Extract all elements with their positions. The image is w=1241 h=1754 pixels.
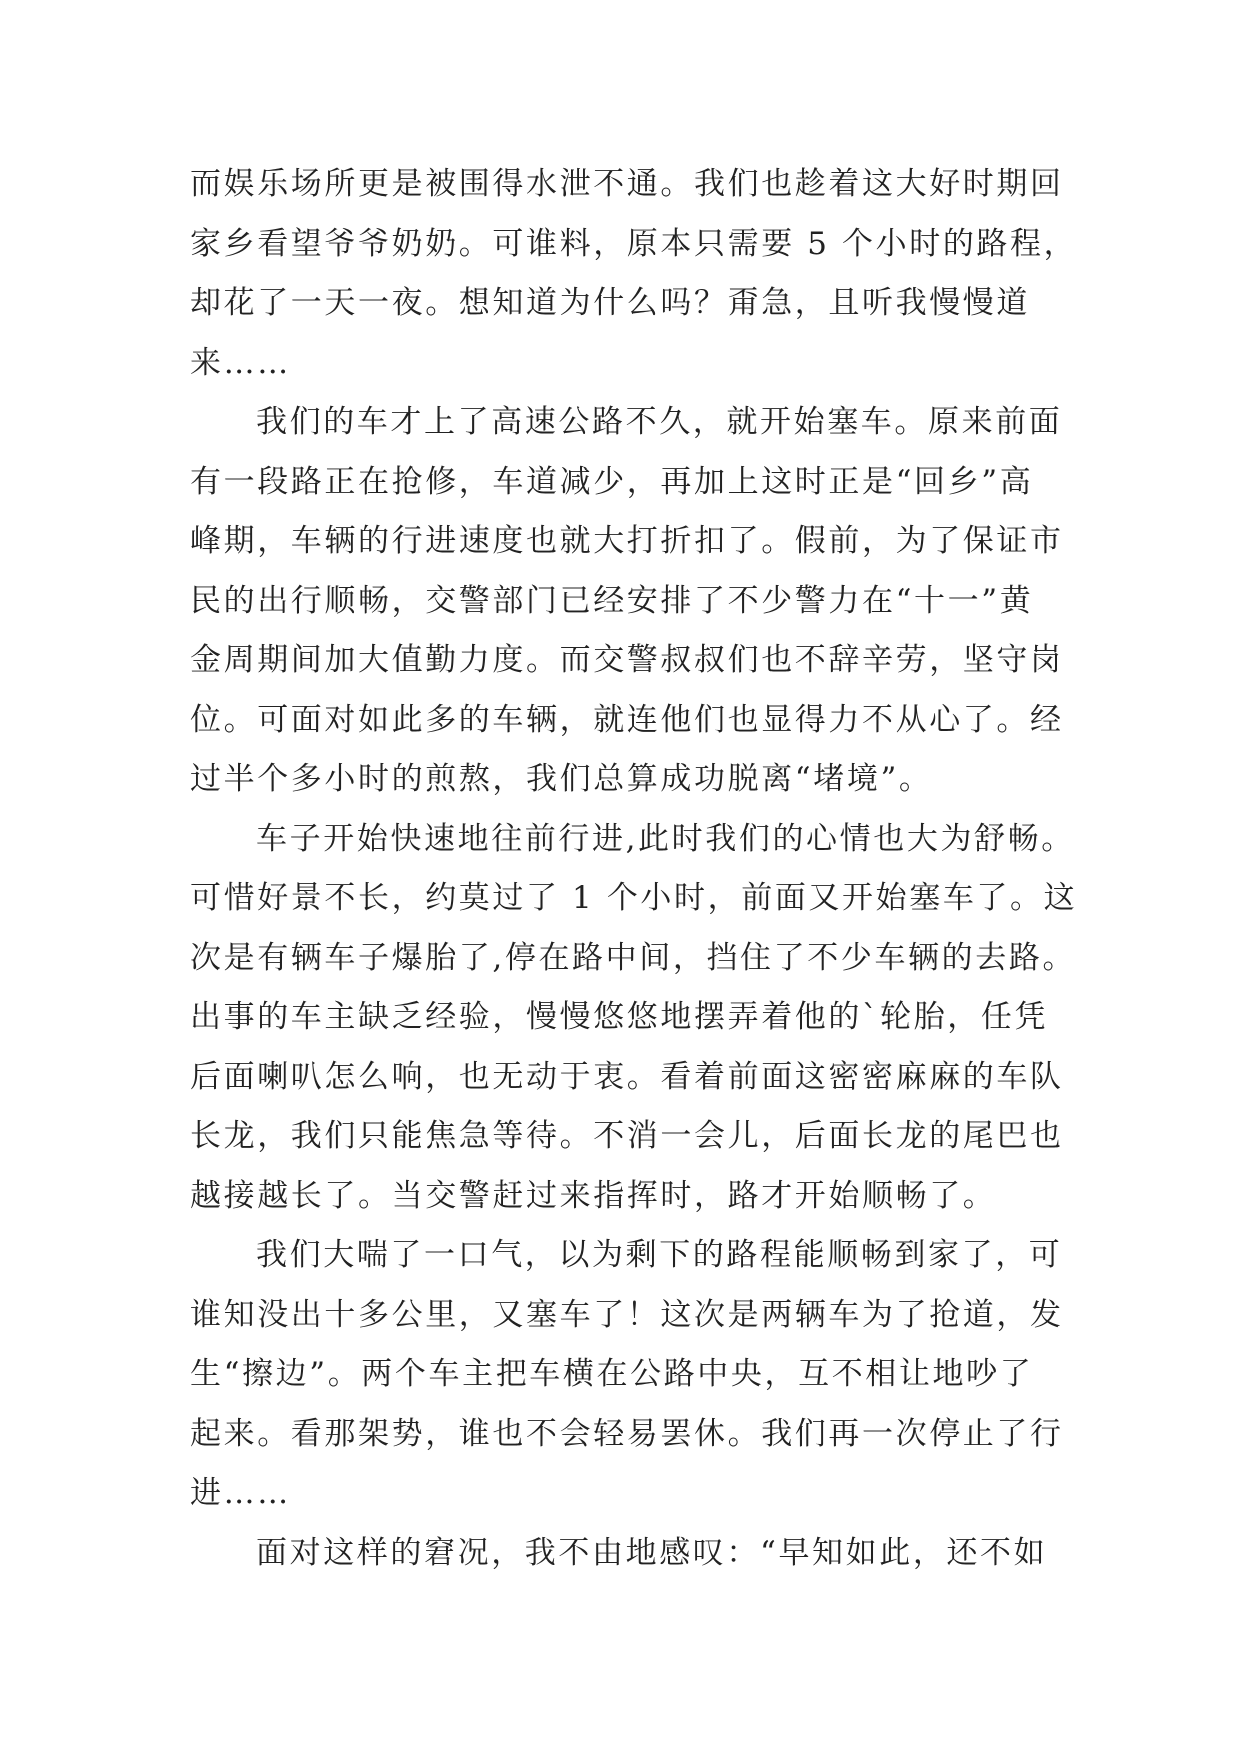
text-line: 而娱乐场所更是被围得水泄不通。我们也趁着这大好时期回: [190, 166, 1064, 202]
text-line: 位。可面对如此多的车辆，就连他们也显得力不从心了。经: [190, 701, 1064, 738]
paragraph-first-line: 车子开始快速地往前行进,此时我们的心情也大为舒畅。: [256, 820, 1075, 857]
paragraph-first-line: 面对这样的窘况，我不由地感叹：“早知如此，还不如: [256, 1534, 1048, 1571]
text-line: 来……: [190, 344, 291, 381]
text-line: 家乡看望爷爷奶奶。可谁料，原本只需要 5 个小时的路程，: [190, 225, 1078, 262]
text-line: 后面喇叭怎么响，也无动于衷。看着前面这密密麻麻的车队: [190, 1058, 1064, 1095]
text-line: 过半个多小时的煎熬，我们总算成功脱离“堵境”。: [190, 761, 933, 797]
text-line: 长龙，我们只能焦急等待。不消一会儿，后面长龙的尾巴也: [190, 1118, 1064, 1154]
text-line: 生“擦边”。两个车主把车横在公路中央，互不相让地吵了: [190, 1356, 1034, 1392]
text-line: 金周期间加大值勤力度。而交警叔叔们也不辞辛劳，坚守岗: [190, 642, 1064, 678]
text-line: 次是有辆车子爆胎了,停在路中间，挡住了不少车辆的去路。: [190, 939, 1077, 976]
text-line: 可惜好景不长，约莫过了 1 个小时，前面又开始塞车了。这: [190, 880, 1078, 916]
text-line: 起来。看那架势，谁也不会轻易罢休。我们再一次停止了行: [190, 1415, 1064, 1452]
text-line: 出事的车主缺乏经验，慢慢悠悠地摆弄着他的`轮胎，任凭: [190, 999, 1049, 1035]
text-line: 峰期，车辆的行进速度也就大打折扣了。假前，为了保证市: [190, 523, 1064, 559]
text-line: 民的出行顺畅，交警部门已经安排了不少警力在“十一”黄: [190, 582, 1034, 619]
text-line: 有一段路正在抢修，车道减少，再加上这时正是“回乡”高: [190, 463, 1034, 500]
paragraph-first-line: 我们大喘了一口气，以为剩下的路程能顺畅到家了，可: [256, 1237, 1063, 1273]
text-line: 越接越长了。当交警赶过来指挥时，路才开始顺畅了。: [190, 1177, 997, 1214]
text-line: 却花了一天一夜。想知道为什么吗？甭急，且听我慢慢道: [190, 285, 1030, 321]
text-line: 进……: [190, 1475, 291, 1511]
text-line: 谁知没出十多公里，又塞车了！这次是两辆车为了抢道，发: [190, 1296, 1064, 1333]
paragraph-first-line: 我们的车才上了高速公路不久，就开始塞车。原来前面: [256, 404, 1063, 440]
document-body-text: [190, 155, 1078, 1583]
